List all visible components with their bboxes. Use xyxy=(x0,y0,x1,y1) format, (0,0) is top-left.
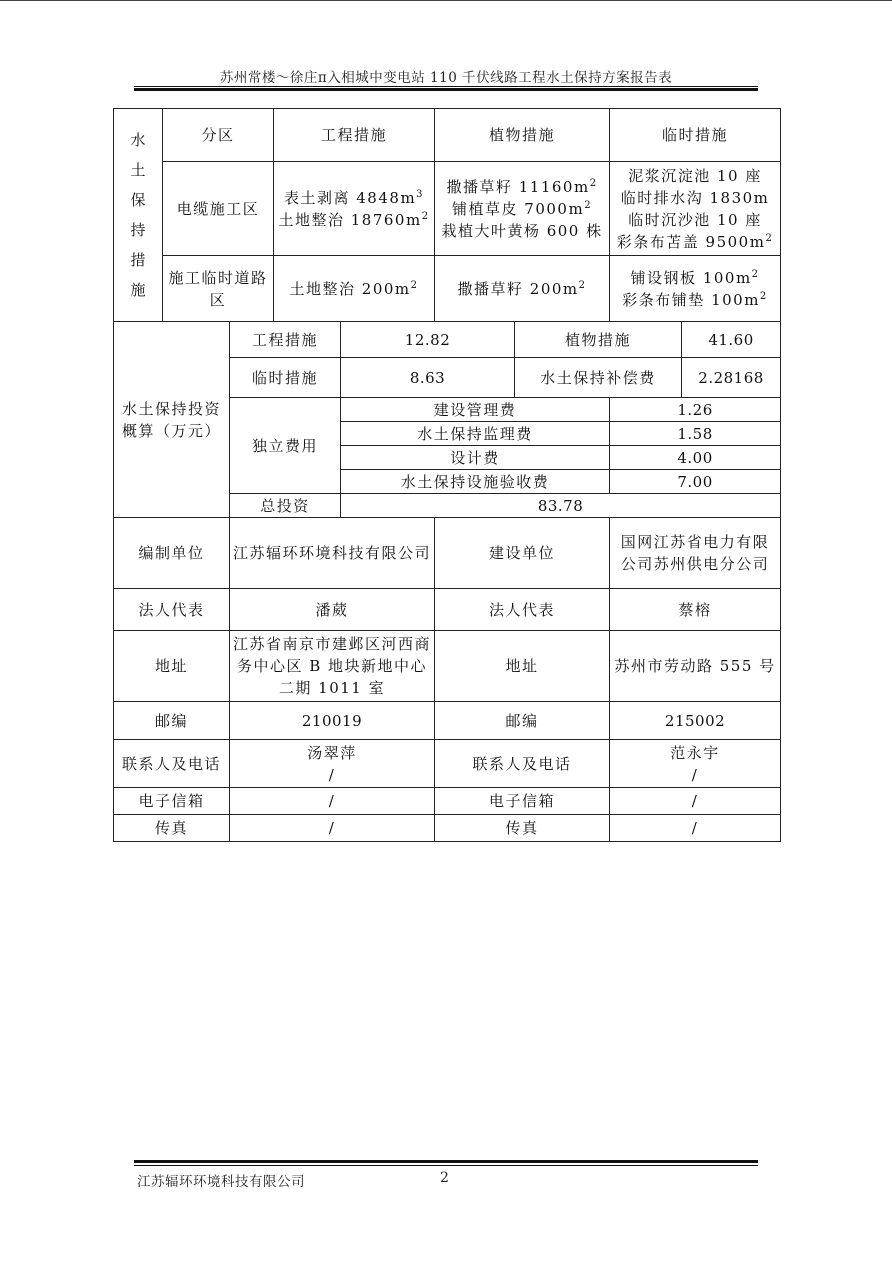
independent-item-value: 7.00 xyxy=(610,470,781,494)
page-number: 2 xyxy=(440,1170,449,1186)
contact-value-2 xyxy=(610,740,781,788)
investment-engineering-label: 工程措施 xyxy=(230,322,341,358)
contact-label-2: 联系人及电话 xyxy=(435,740,610,788)
investment-total-label: 总投资 xyxy=(230,494,341,518)
page-top-border xyxy=(0,0,892,1)
address-label-1: 地址 xyxy=(114,631,230,702)
investment-engineering-value: 12.82 xyxy=(341,322,515,358)
zone-road: 施工临时道路区 xyxy=(163,256,274,322)
contact-phone-1: / xyxy=(328,765,336,784)
unit-superscript: 2 xyxy=(589,177,598,189)
address-value-2: 苏州市劳动路 555 号 xyxy=(610,631,781,702)
measure-line: 铺设钢板 $100m^2$ xyxy=(630,268,760,287)
fax-value-1: / xyxy=(230,815,435,842)
investment-temporary-value: 8.63 xyxy=(341,358,515,398)
plant-road xyxy=(435,256,610,322)
independent-label: 独立费用 xyxy=(230,398,341,494)
unit-superscript: 2 xyxy=(421,210,430,222)
rep-value-1: 潘葳 xyxy=(230,589,435,631)
investment-row-1 xyxy=(114,322,781,358)
fax-label-2: 传真 xyxy=(435,815,610,842)
plant-cable xyxy=(435,162,610,256)
contact-value-1 xyxy=(230,740,435,788)
postcode-value-1: 210019 xyxy=(230,702,435,740)
measures-head-temporary: 临时措施 xyxy=(610,109,781,162)
engineering-cable xyxy=(274,162,435,256)
investment-compensation-label: 水土保持补偿费 xyxy=(515,358,682,398)
unit-superscript: 2 xyxy=(765,232,774,244)
units-row xyxy=(114,518,781,589)
postcode-label-2: 邮编 xyxy=(435,702,610,740)
independent-item-label: 水土保持设施验收费 xyxy=(341,470,610,494)
contact-label-1: 联系人及电话 xyxy=(114,740,230,788)
header-rule-thick xyxy=(134,88,758,91)
investment-total-value: 83.78 xyxy=(341,494,781,518)
measures-head-zone: 分区 xyxy=(163,109,274,162)
contact-name-1: 汤翠萍 xyxy=(307,743,357,762)
rep-label-1: 法人代表 xyxy=(114,589,230,631)
footer-company: 江苏辐环环境科技有限公司 xyxy=(137,1174,305,1190)
header-rule-thin xyxy=(134,86,758,87)
fax-label-1: 传真 xyxy=(114,815,230,842)
email-label-1: 电子信箱 xyxy=(114,788,230,815)
contact-name-2: 范永宇 xyxy=(670,743,720,762)
builder-label: 建设单位 xyxy=(435,518,610,589)
measure-line: 彩条布铺垫 $100m^2$ xyxy=(622,290,768,309)
builder-name: 国网江苏省电力有限公司苏州供电分公司 xyxy=(610,518,781,589)
email-value-1: / xyxy=(230,788,435,815)
compiler-name: 江苏辐环环境科技有限公司 xyxy=(230,518,435,589)
unit-superscript: 2 xyxy=(584,199,593,211)
independent-item-value: 1.58 xyxy=(610,422,781,446)
engineering-road xyxy=(274,256,435,322)
fax-row xyxy=(114,815,781,842)
rep-value-2: 蔡榕 xyxy=(610,589,781,631)
address-value-1: 江苏省南京市建邺区河西商务中心区 B 地块新地中心二期 1011 室 xyxy=(230,631,435,702)
independent-item-label: 水土保持监理费 xyxy=(341,422,610,446)
independent-item-value: 4.00 xyxy=(610,446,781,470)
measures-header-row xyxy=(114,109,781,162)
investment-plant-label: 植物措施 xyxy=(515,322,682,358)
rep-label-2: 法人代表 xyxy=(435,589,610,631)
temporary-road xyxy=(610,256,781,322)
independent-item-label: 建设管理费 xyxy=(341,398,610,422)
measure-line: 彩条布苫盖 $9500m^2$ xyxy=(616,232,774,251)
unit-superscript: 2 xyxy=(759,290,768,302)
address-row xyxy=(114,631,781,702)
measures-head-engineering: 工程措施 xyxy=(274,109,435,162)
measures-section-label: 水土保持措施 xyxy=(114,109,163,322)
measure-line: 临时沉沙池 10 座 xyxy=(628,210,762,229)
measure-line: 泥浆沉淀池 10 座 xyxy=(628,166,762,185)
temporary-cable xyxy=(610,162,781,256)
compiler-label: 编制单位 xyxy=(114,518,230,589)
postcode-label-1: 邮编 xyxy=(114,702,230,740)
investment-compensation-value: 2.28168 xyxy=(682,358,781,398)
investment-temporary-label: 临时措施 xyxy=(230,358,341,398)
investment-label: 水土保持投资概算（万元） xyxy=(114,322,230,518)
representative-row xyxy=(114,589,781,631)
measure-line: 土地整治 $200m^2$ xyxy=(289,279,419,298)
email-value-2: / xyxy=(610,788,781,815)
measures-row-cable xyxy=(114,162,781,256)
independent-item-value: 1.26 xyxy=(610,398,781,422)
zone-cable: 电缆施工区 xyxy=(163,162,274,256)
independent-item-label: 设计费 xyxy=(341,446,610,470)
unit-superscript: 2 xyxy=(410,279,419,291)
footer-rule-thin xyxy=(134,1165,758,1166)
measure-line: 铺植草皮 $7000m^2$ xyxy=(452,199,593,218)
report-table xyxy=(113,108,781,842)
document-header-title: 苏州常楼～徐庄π入相城中变电站 110 千伏线路工程水土保持方案报告表 xyxy=(219,70,673,86)
email-label-2: 电子信箱 xyxy=(435,788,610,815)
investment-plant-value: 41.60 xyxy=(682,322,781,358)
measure-line: 临时排水沟 1830m xyxy=(620,188,770,207)
footer-rule-thick xyxy=(134,1160,758,1163)
contact-row xyxy=(114,740,781,788)
fax-value-2: / xyxy=(610,815,781,842)
unit-superscript: 2 xyxy=(578,279,587,291)
measure-line: 撒播草籽 $200m^2$ xyxy=(457,279,587,298)
measure-line: 土地整治 $18760m^2$ xyxy=(278,210,430,229)
email-row xyxy=(114,788,781,815)
unit-superscript: 3 xyxy=(416,188,425,200)
measure-line: 撒播草籽 $11160m^2$ xyxy=(446,177,598,196)
unit-superscript: 2 xyxy=(751,268,760,280)
measures-head-plant: 植物措施 xyxy=(435,109,610,162)
measures-row-road xyxy=(114,256,781,322)
measure-line: 表土剥离 $4848m^3$ xyxy=(284,188,425,207)
contact-phone-2: / xyxy=(691,765,699,784)
postcode-value-2: 215002 xyxy=(610,702,781,740)
measure-line: 栽植大叶黄杨 600 株 xyxy=(441,221,603,240)
address-label-2: 地址 xyxy=(435,631,610,702)
postcode-row xyxy=(114,702,781,740)
